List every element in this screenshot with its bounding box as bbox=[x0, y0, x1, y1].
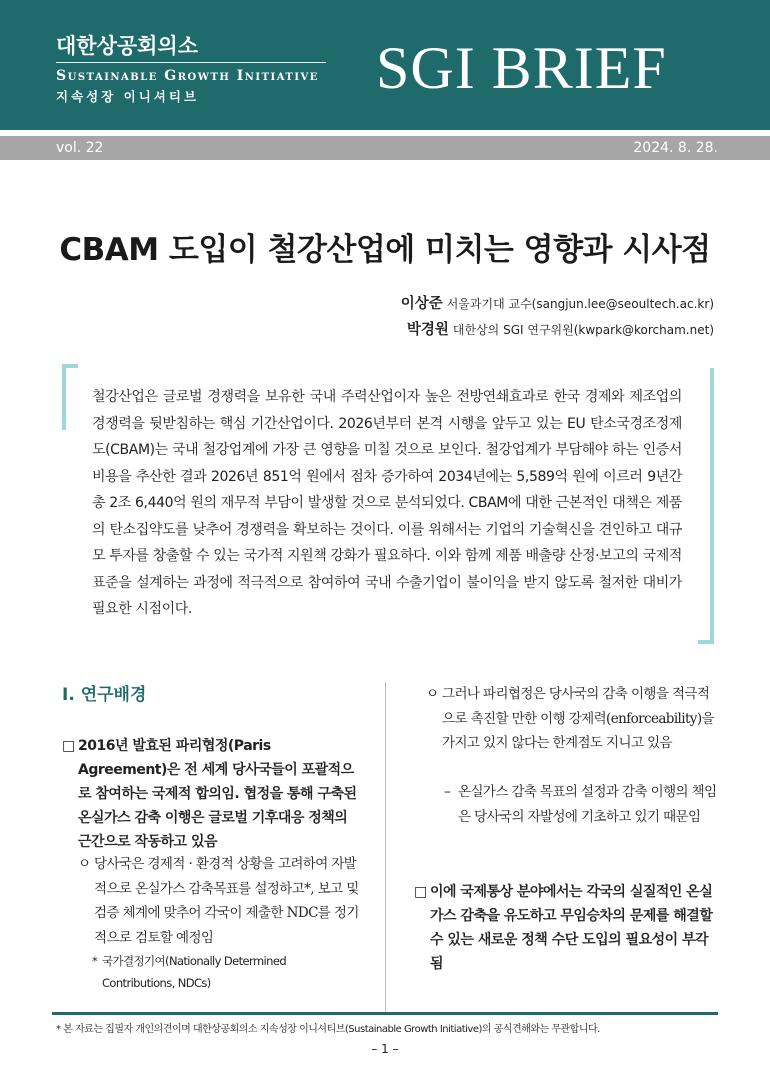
circle-bullet-icon: ㅇ bbox=[78, 856, 91, 872]
circle-bullet-icon: ㅇ bbox=[426, 686, 439, 702]
dash-bullet-icon: – bbox=[444, 784, 451, 800]
bullet-circle bbox=[426, 682, 718, 756]
bullet-note bbox=[92, 950, 332, 994]
bullet-square bbox=[414, 880, 718, 976]
bracket-right-decoration bbox=[698, 368, 714, 644]
bullet-square bbox=[62, 734, 362, 854]
header-banner bbox=[0, 0, 770, 130]
footnote: * 본 자료는 집필자 개인의견이며 대한상공회의소 지속성장 이니셔티브(Sustainable Growth Initiative)의 공식견해와는 무관합니다. bbox=[56, 1024, 600, 1035]
footer-divider bbox=[52, 1012, 718, 1015]
org-subtitle-korean: 지속성장 이니셔티브 bbox=[56, 89, 200, 104]
bullet-text: 당사국은 경제적 · 환경적 상황을 고려하여 자발적으로 온실가스 감축목표를 설정하고*, 보고 및 검증 체계에 맞추어 각국이 제출한 NDC를 정기적으로 검토할 예정임 bbox=[94, 856, 359, 946]
org-divider bbox=[56, 62, 326, 63]
bullet-dash bbox=[444, 780, 718, 829]
note-text: 국가결정기여(Nationally Determined Contributions, NDCs) bbox=[102, 954, 287, 990]
author-affiliation: 서울과기대 교수(sangjun.lee@seoultech.ac.kr) bbox=[446, 297, 714, 311]
bullet-text: 그러나 파리협정은 당사국의 감축 이행을 적극적으로 촉진할 만한 이행 강제력(enforceability)을 가지고 있지 않다는 한계점도 지니고 있음 bbox=[442, 686, 714, 751]
volume-bar bbox=[0, 136, 770, 160]
bullet-text: 이에 국제통상 분야에서는 각국의 실질적인 온실가스 감축을 유도하고 무임승차의 문제를 해결할 수 있는 새로운 정책 수단 도입의 필요성이 부각됨 bbox=[430, 884, 713, 972]
page-title: CBAM 도입이 철강산업에 미치는 영향과 시사점 bbox=[59, 232, 711, 268]
bullet-text: 온실가스 감축 목표의 설정과 감축 이행의 책임은 당사국의 자발성에 기초하고 있기 때문임 bbox=[458, 784, 717, 825]
bullet-circle bbox=[78, 852, 362, 950]
page-number: – 1 – bbox=[371, 1042, 399, 1056]
square-bullet-icon: □ bbox=[414, 884, 427, 900]
author-line bbox=[407, 318, 714, 339]
author-line bbox=[401, 292, 714, 313]
org-name-english: Sustainable Growth Initiative bbox=[56, 68, 319, 84]
abstract-box bbox=[62, 364, 714, 644]
author-affiliation: 대한상의 SGI 연구위원(kwpark@korcham.net) bbox=[452, 323, 714, 337]
asterisk-icon: * bbox=[92, 954, 98, 968]
brief-title: SGI BRIEF bbox=[376, 35, 667, 101]
column-divider bbox=[385, 682, 386, 1012]
abstract-text: 철강산업은 글로벌 경쟁력을 보유한 국내 주력산업이자 높은 전방연쇄효과로 한국 경제와 제조업의 경쟁력을 뒷받침하는 핵심 기간산업이다. 2026년부터 본격 시행을 앞두고 있는 EU 탄소국경조정제도(CBAM)는 국내 철강업계에 가장 큰 영향을 미칠 것으로 보인다. 철강업계가 부담해야 하는 인증서 비용을 추산한 결과 2026년 851억 원에서 점차 증가하여 2034년에는 5,589억 원에 이르러 9년간 총 2조 6,440억 원의 재무적 부담이 발생할 것으로 분석되었다. CBAM에 대한 근본적인 대책은 제품의 탄소집약도를 낮추어 경쟁력을 확보하는 것이다. 이를 위해서는 기업의 기술혁신을 견인하고 대규모 투자를 창출할 수 있는 국가적 지원책 강화가 필요하다. 이와 함께 제품 배출량 산정·보고의 국제적 표준을 설계하는 과정에 적극적으로 참여하여 국내 수출기업이 불이익을 받지 않도록 철저한 대비가 필요한 시점이다. bbox=[92, 389, 682, 617]
volume-number: vol. 22 bbox=[56, 140, 104, 156]
bullet-text: 2016년 발효된 파리협정(Paris Agreement)은 전 세계 당사국들이 포괄적으로 참여하는 국제적 합의임. 협정을 통해 구축된 온실가스 감축 이행은 글로벌 기후대응 정책의 근간으로 작동하고 있음 bbox=[78, 738, 357, 850]
org-name-korean: 대한상공회의소 bbox=[56, 34, 199, 58]
author-name: 박경원 bbox=[406, 322, 449, 338]
square-bullet-icon: □ bbox=[62, 738, 75, 754]
author-name: 이상준 bbox=[400, 296, 443, 312]
publish-date: 2024. 8. 28. bbox=[633, 140, 718, 156]
section-title: Ⅰ. 연구배경 bbox=[62, 685, 147, 705]
bracket-left-decoration bbox=[62, 364, 78, 430]
